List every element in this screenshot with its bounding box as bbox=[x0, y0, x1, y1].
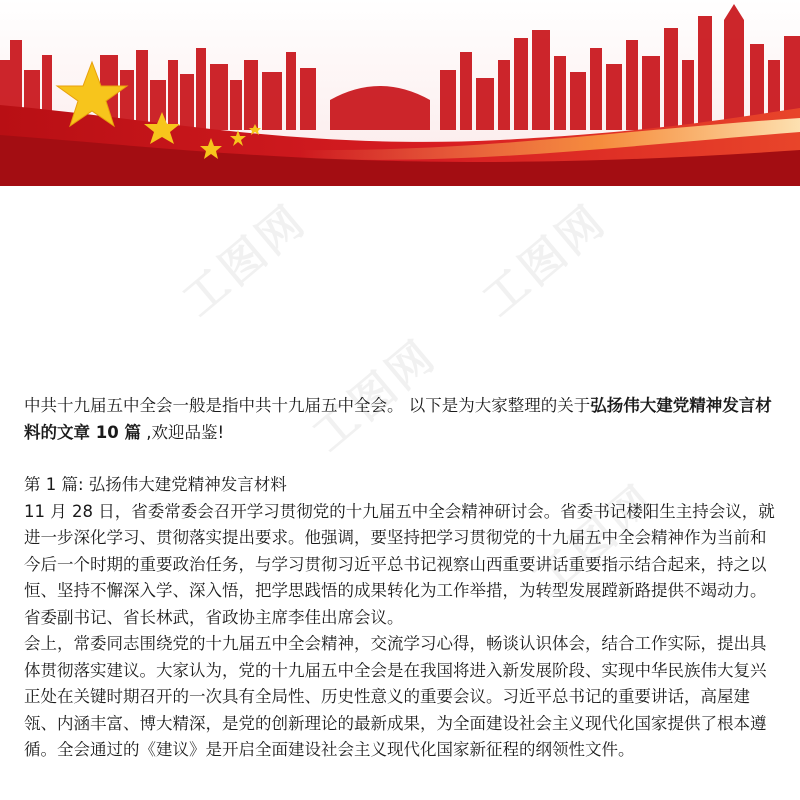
city-skyline-banner-image bbox=[0, 0, 800, 186]
body-paragraph: 11 月 28 日，省委常委会召开学习贯彻党的十九届五中全会精神研讨会。省委书记楼阳生主持会议，就进一步深化学习、贯彻落实提出要求。他强调，要坚持把学习贯彻党的十九届五中全会精神作为当前和今后一个时期的重要政治任务，与学习贯彻习近平总书记视察山西重要讲话重要指示结合起来，持之以恒、坚持不懈深入学、深入悟，把学思践悟的成果转化为工作举措，为转型发展蹚新路提供不竭动力。省委副书记、省长林武，省政协主席李佳出席会议。 bbox=[24, 501, 775, 627]
watermark: 工图网 bbox=[173, 194, 317, 327]
header-banner bbox=[0, 0, 800, 186]
watermark: 工图网 bbox=[473, 194, 617, 327]
document-body bbox=[24, 393, 780, 764]
section-title: 第 1 篇: 弘扬伟大建党精神发言材料 bbox=[24, 475, 287, 494]
intro-paragraph bbox=[24, 393, 780, 446]
intro-bold-title: 弘扬伟大建党精神发言材料的文章 10 篇 bbox=[24, 396, 772, 442]
intro-text: 中共十九届五中全会一般是指中共十九届五中全会。 以下是为大家整理的关于 bbox=[24, 396, 591, 415]
body-paragraph: 会上，常委同志围绕党的十九届五中全会精神，交流学习心得，畅谈认识体会，结合工作实际，提出具体贯彻落实建议。大家认为，党的十九届五中全会是在我国将进入新发展阶段、实现中华民族伟大复兴正处在关键时期召开的一次具有全局性、历史性意义的重要会议。习近平总书记的重要讲话，高屋建瓴、内涵丰富、博大精深，是党的创新理论的最新成果，为全面建设社会主义现代化国家提供了根本遵循。全会通过的《建议》是开启全面建设社会主义现代化国家新征程的纲领性文件。 bbox=[24, 634, 767, 759]
intro-text-end: ,欢迎品鉴! bbox=[140, 422, 225, 442]
watermark: 工图网 bbox=[303, 329, 447, 462]
watermark: 工图网 bbox=[523, 474, 667, 607]
